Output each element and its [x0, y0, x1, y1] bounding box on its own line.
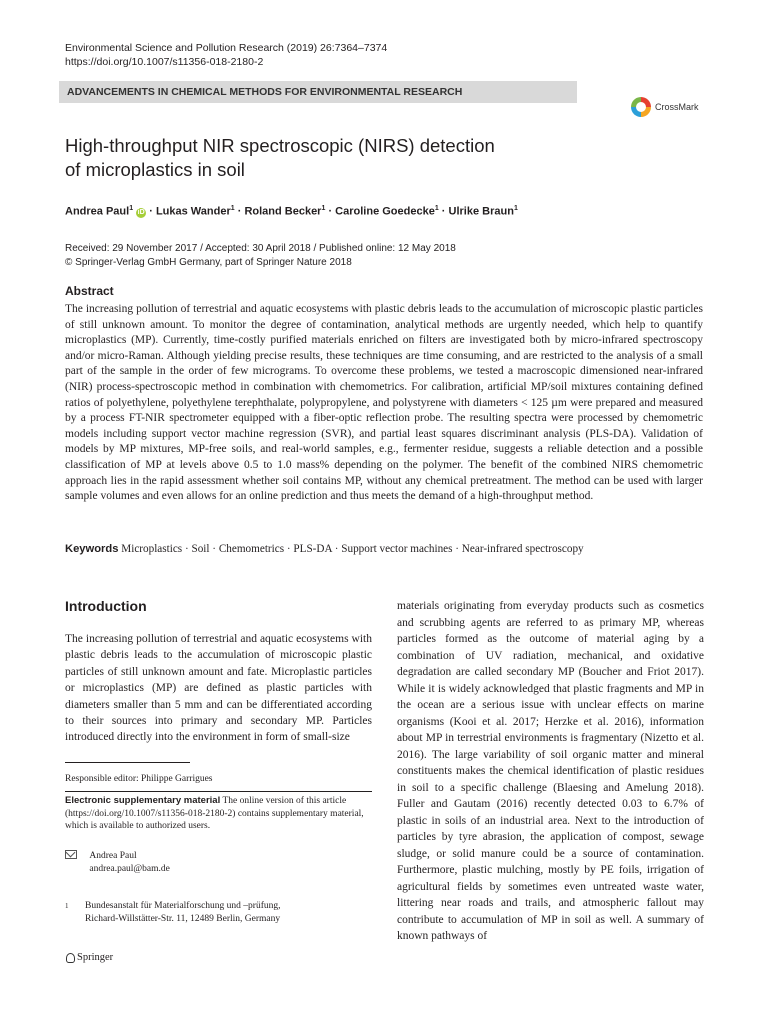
section-banner: ADVANCEMENTS IN CHEMICAL METHODS FOR ENVIRONMENTAL RESEARCH — [59, 81, 577, 103]
supplementary-material-note — [65, 795, 372, 833]
keywords — [65, 543, 705, 555]
author-name[interactable]: Ulrike Braun — [448, 205, 514, 218]
responsible-editor: Responsible editor: Philippe Garrigues — [65, 774, 213, 784]
orcid-icon[interactable]: iD — [137, 208, 145, 216]
journal-citation: Environmental Science and Pollution Research (2019) 26:7364–7374 — [65, 42, 388, 54]
publisher-name: Springer — [77, 951, 114, 963]
author-separator: · — [149, 205, 153, 218]
affiliation — [65, 900, 372, 925]
introduction-heading: Introduction — [65, 598, 147, 614]
keywords-label: Keywords — [65, 543, 119, 555]
author-name[interactable]: Andrea Paul — [65, 205, 130, 218]
footnote-divider — [65, 762, 190, 763]
crossmark-label: CrossMark — [655, 102, 699, 112]
title-line-2: of microplastics in soil — [65, 159, 245, 180]
journal-header — [65, 41, 387, 69]
title-line-1: High-throughput NIR spectroscopic (NIRS) detection — [65, 135, 495, 156]
crossmark-button[interactable] — [631, 96, 731, 118]
keywords-list: Microplastics · Soil · Chemometrics · PLS-DA · Support vector machines · Near-infrared spectroscopy — [121, 543, 584, 555]
introduction-left-column: The increasing pollution of terrestrial and aquatic ecosystems with plastic debris leads to the accumulation of microscopic plastic particles of still unknown amount and fate. Microplastic particles or microplastics (MP) are defined as plastic particles with diameters smaller than 5 mm and can be differentiated according to their sources into primary and secondary MP. Particles introduced directly into the environment in form of small-size — [65, 633, 372, 744]
introduction-right-column: materials originating from everyday products such as cosmetics and scrubbing agents are referred to as primary MP, whereas particles formed as the outcome of material aging by a combination of UV radiation, mechanical, and oxidative degradation are called secondary MP (Boucher and Friot 2017). While it is widely acknowledged that plastic fragments and MP in the ocean are a serious issue with unclear effects on marine organisms (Kooi et al. 2017; Herzke et al. 2016), information about MP in terrestrial environments is fragmentary (Nizetto et al. 2016). The large variability of soil organic matter and mineral constituents makes the chemical identification of plastic residues in soil to a specific challenge (Blaesing and Amelung 2018). Fuller and Gautam (2016) recently detected 0.03 to 6.7% of plastic in soils of an industrial area. Next to the introduction of particles by tyre abrasion, the application of compost, sewage sludge, or solid manure could be a source of contamination. Furthermore, plastic mulching, mostly by PE foils, irrigation of agricultural fields by sometimes even untreated waste water, littering near roads and trails, and atmospheric fallout may contribute to accumulation of MP in soil as well. A summary of known pathways of — [397, 600, 704, 942]
corresponding-author — [65, 850, 170, 875]
contact-name: Andrea Paul — [89, 851, 137, 861]
author-affil: 1 — [434, 205, 439, 212]
esm-text: The online version of this article (https://doi.org/10.1007/s11356-018-2180-2) contains supplementary material, which is available to authorized users. — [65, 796, 364, 831]
author-list — [65, 205, 518, 218]
author-affil: 1 — [321, 205, 326, 212]
author-affil: 1 — [129, 205, 134, 212]
author-name[interactable]: Caroline Goedecke — [335, 205, 435, 218]
abstract-text: The increasing pollution of terrestrial and aquatic ecosystems with plastic debris leads to the accumulation of microscopic plastic particles of still unknown amount. To monitor the degree of contamination, analytical methods are urgently needed, which help to quantify microplastics (MP). Currently, time-costly purified materials enriched on filters are investigated both by micro-infrared spectroscopy and/or micro-Raman. Although yielding precise results, these techniques are time consuming, and are restricted to the analysis of a small part of the sample in the order of few micrograms. To overcome these problems, we tested a macroscopic dimensioned near-infrared (NIR) process-spectroscopic method in combination with chemometrics. For calibration, artificial MP/soil mixtures containing defined ratios of polyethylene, polyethylene terephthalate, polypropylene, and polystyrene with diameters < 125 µm were prepared and measured by a process FT-NIR spectrometer equipped with a fiber-optic reflection probe. The resulting spectra were processed by chemometric models including support vector machine regression (SVR), and partial least squares discriminant analysis (PLS-DA). Validation of models by MP mixtures, MP-free soils, and real-world samples, e.g., fermenter residue, suggests a reliable detection and a possible classification of MP at levels above 0.5 to 1.0 mass% depending on the polymer. The benefit of the combined NIRS chemometric approach lies in the rapid assessment whether soil contains MP, without any chemical pretreatment. The method can be used with larger sample volumes and even allows for an online prediction and thus meets the demand of a high-throughput method. — [65, 303, 703, 503]
publisher-logo — [65, 951, 113, 963]
author-name[interactable]: Roland Becker — [244, 205, 322, 218]
affiliation-number: 1 — [65, 902, 69, 910]
affiliation-line-2: Richard-Willstätter-Str. 11, 12489 Berlin, Germany — [85, 913, 281, 924]
author-affil: 1 — [230, 205, 235, 212]
author-separator: · — [441, 205, 446, 218]
author-separator: · — [328, 205, 333, 218]
article-title — [65, 134, 585, 182]
mail-icon — [65, 850, 77, 859]
springer-horse-icon — [65, 951, 75, 963]
author-affil: 1 — [513, 205, 518, 212]
doi-link[interactable]: https://doi.org/10.1007/s11356-018-2180-2 — [65, 56, 264, 68]
author-name[interactable]: Lukas Wander — [155, 205, 231, 218]
esm-label: Electronic supplementary material — [65, 795, 221, 806]
footnote-divider — [65, 791, 372, 792]
abstract-heading: Abstract — [65, 284, 114, 298]
contact-email[interactable]: andrea.paul@bam.de — [89, 863, 170, 874]
affiliation-line-1: Bundesanstalt für Materialforschung und –prüfung, — [85, 901, 281, 911]
copyright-line: © Springer-Verlag GmbH Germany, part of Springer Nature 2018 — [65, 257, 352, 268]
publication-dates — [65, 242, 456, 270]
dates-line: Received: 29 November 2017 / Accepted: 30 April 2018 / Published online: 12 May 2018 — [65, 243, 456, 254]
author-separator: · — [237, 205, 242, 218]
crossmark-icon — [631, 97, 651, 117]
